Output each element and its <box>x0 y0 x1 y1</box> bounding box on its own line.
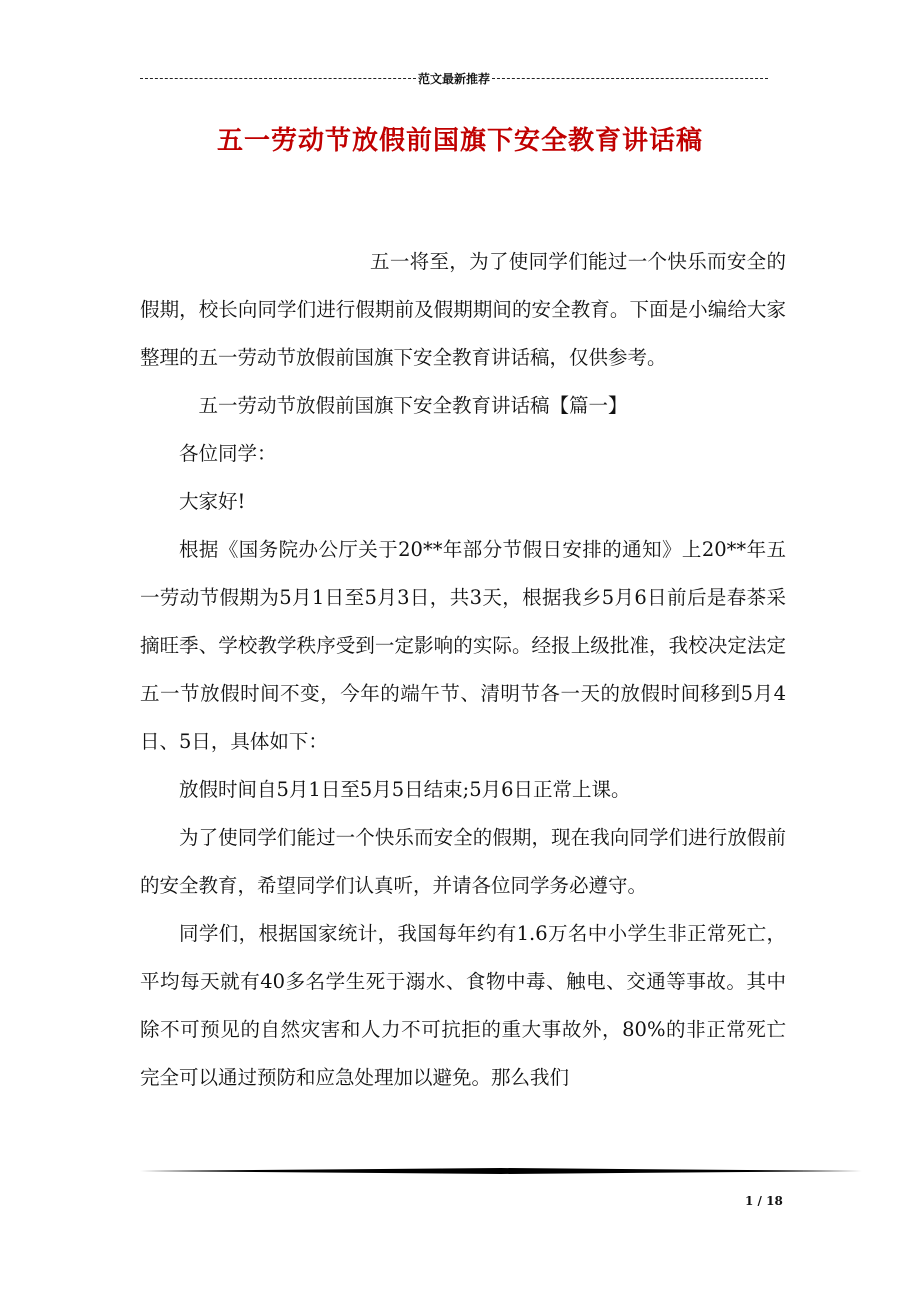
header-dashes-left <box>140 78 416 79</box>
document-body <box>140 238 786 1102</box>
salutation: 各位同学： <box>179 442 277 465</box>
body-paragraph: 放假时间自5月1日至5月5日结束;5月6日正常上课。 <box>179 778 631 801</box>
page-number: 1 / 18 <box>745 1194 783 1208</box>
body-paragraph: 为了使同学们能过一个快乐而安全的假期，现在我向同学们进行放假前的安全教育，希望同学们认真听，并请各位同学务必遵守。 <box>140 826 786 897</box>
footer-rule <box>140 1168 862 1174</box>
section-heading: 五一劳动节放假前国旗下安全教育讲话稿【篇一】 <box>198 394 628 417</box>
body-paragraph: 根据《国务院办公厅关于20**年部分节假日安排的通知》上20**年五一劳动节假期为5月1日至5月3日，共3天，根据我乡5月6日前后是春茶采摘旺季、学校教学秩序受到一定影响的实际。经报上级批准，我校决定法定五一节放假时间不变，今年的端午节、清明节各一天的放假时间移到5月4日、5日，具体如下： <box>140 538 786 753</box>
intro-paragraph: 五一将至，为了使同学们能过一个快乐而安全的假期，校长向同学们进行假期前及假期期间的安全教育。下面是小编给大家整理的五一劳动节放假前国旗下安全教育讲话稿，仅供参考。 <box>140 250 786 369</box>
header-label: 范文最新推荐 <box>418 71 491 86</box>
greeting: 大家好! <box>179 490 246 513</box>
page-header <box>140 70 768 86</box>
body-paragraph: 同学们，根据国家统计，我国每年约有1.6万名中小学生非正常死亡，平均每天就有40多名学生死于溺水、食物中毒、触电、交通等事故。其中除不可预见的自然灾害和人力不可抗拒的重大事故外，80%的非正常死亡完全可以通过预防和应急处理加以避免。那么我们 <box>140 922 786 1089</box>
header-dashes-right <box>492 78 768 79</box>
document-title: 五一劳动节放假前国旗下安全教育讲话稿 <box>216 126 703 156</box>
